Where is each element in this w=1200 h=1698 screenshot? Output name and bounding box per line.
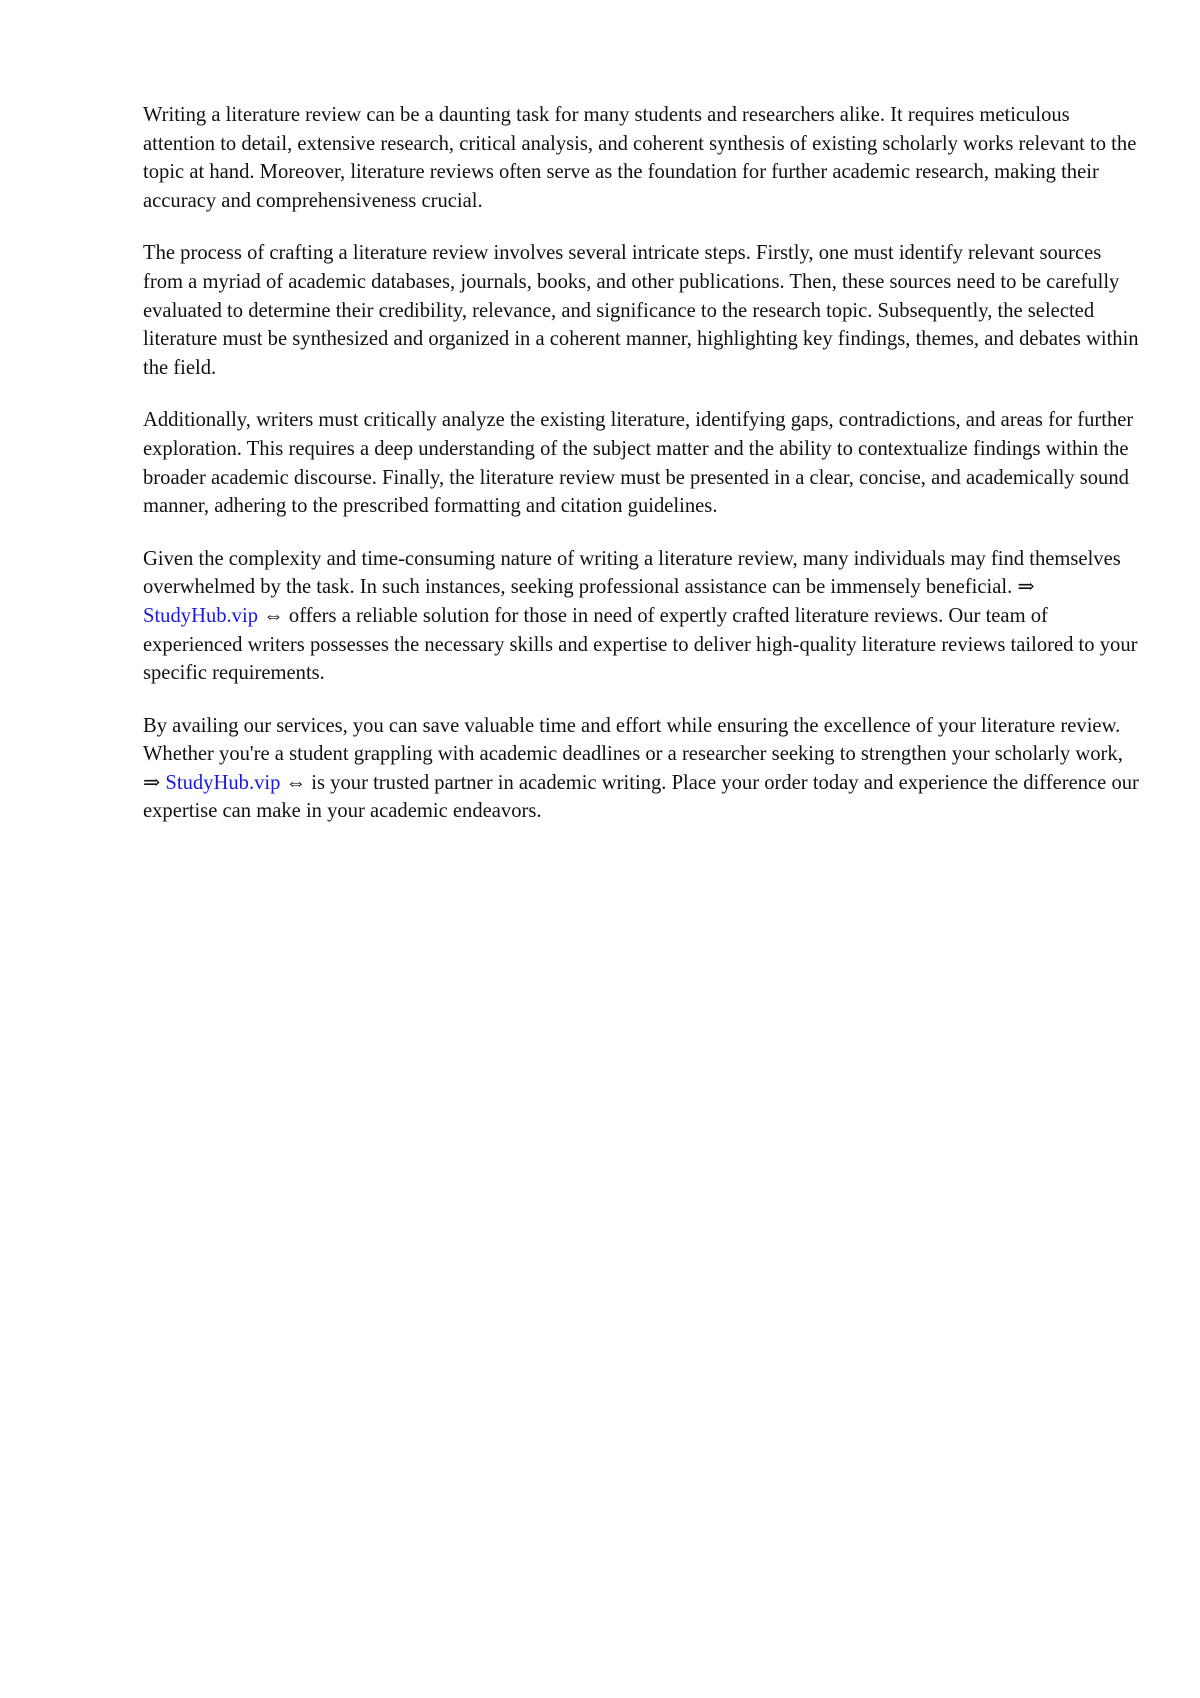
- studyhub-link[interactable]: StudyHub.vip: [143, 604, 258, 627]
- paragraph-1: Writing a literature review can be a daunting task for many students and researchers alike. It requires meticulous attention to detail, extensive research, critical analysis, and coherent synthesis of existing scholarly works relevant to the topic at hand. Moreover, literature reviews often serve as the foundation for further academic research, making their accuracy and comprehensiveness crucial.: [143, 104, 1137, 212]
- paragraph-5-text-before: By availing our services, you can save valuable time and effort while ensuring the excellence of your literature review. Whether you're a student grappling with academic deadlines or a researcher seeking to strengthen your scholarly work, ⇒: [143, 714, 1123, 794]
- paragraph-3: Additionally, writers must critically analyze the existing literature, identifying gaps, contradictions, and areas for further exploration. This requires a deep understanding of the subject matter and the ability to contextualize findings within the broader academic discourse. Finally, the literature review must be presented in a clear, concise, and academically sound manner, adhering to the prescribed formatting and citation guidelines.: [143, 409, 1134, 518]
- paragraph-4: [143, 545, 1143, 688]
- paragraph-5-text-after: ⇔ is your trusted partner in academic writing. Place your order today and experience the difference our expertise can make in your academic endeavors.: [143, 771, 1139, 823]
- paragraph-4-text-after: ⇔ offers a reliable solution for those in need of expertly crafted literature reviews. Our team of experienced writers possesses the necessary skills and expertise to deliver high-quality literature reviews tailored to your specific requirements.: [143, 604, 1138, 685]
- document-body: [143, 101, 1143, 850]
- studyhub-link[interactable]: StudyHub.vip: [165, 771, 281, 794]
- paragraph-5: [143, 712, 1143, 826]
- paragraph-4-text-before: Given the complexity and time-consuming nature of writing a literature review, many individuals may find themselves overwhelmed by the task. In such instances, seeking professional assistance can be immensely beneficial. ⇒: [143, 547, 1121, 599]
- paragraph-2: The process of crafting a literature review involves several intricate steps. Firstly, one must identify relevant sources from a myriad of academic databases, journals, books, and other publications. Then, these sources need to be carefully evaluated to determine their credibility, relevance, and significance to the research topic. Subsequently, the selected literature must be synthesized and organized in a coherent manner, highlighting key findings, themes, and debates within the field.: [143, 242, 1139, 379]
